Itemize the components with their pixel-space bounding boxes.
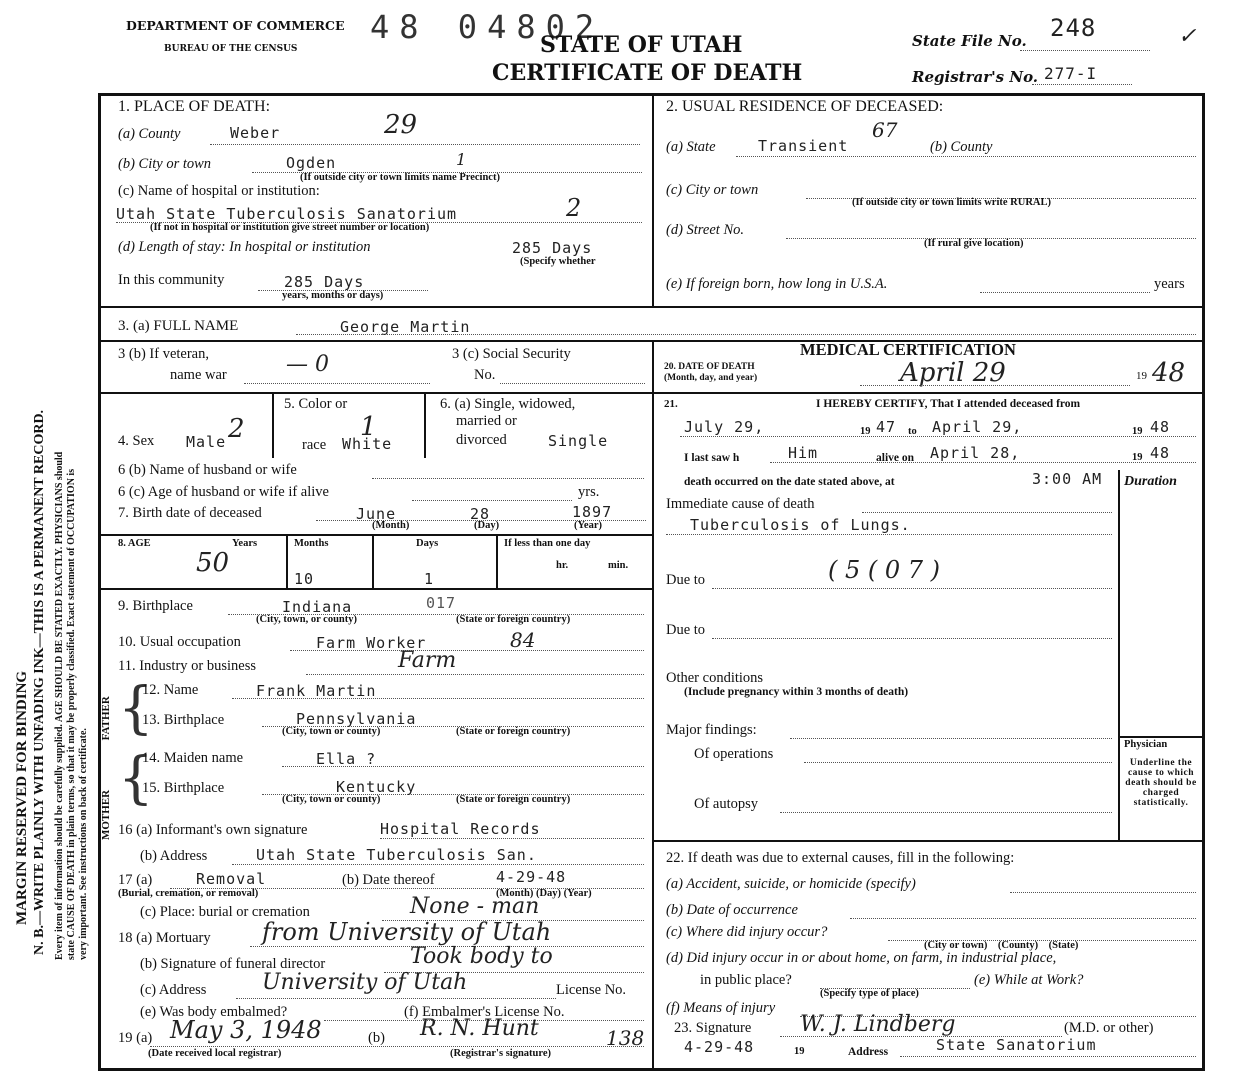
mortuary-value[interactable]: from University of Utah bbox=[262, 918, 552, 946]
external-e: (e) While at Work? bbox=[974, 972, 1084, 988]
attended-to[interactable]: April 29, bbox=[932, 418, 1023, 436]
cert-number: 21. bbox=[664, 398, 678, 410]
father-bp-note-1: (City, town or county) bbox=[282, 726, 381, 737]
father-birthplace-value[interactable]: Pennsylvania bbox=[296, 710, 417, 728]
county-value[interactable]: Weber bbox=[230, 124, 281, 142]
res-street-note: (If rural give location) bbox=[924, 238, 1024, 249]
attended-from[interactable]: July 29, bbox=[684, 418, 765, 436]
res-foreign-unit: years bbox=[1154, 276, 1185, 292]
external-c: (c) Where did injury occur? bbox=[666, 924, 828, 940]
hospital-code: 2 bbox=[566, 194, 582, 222]
res-city-label: (c) City or town bbox=[666, 182, 759, 198]
duration-label: Duration bbox=[1124, 474, 1177, 489]
from-prefix: 19 bbox=[860, 426, 871, 437]
parents-side-label: MOTHER FATHER bbox=[100, 696, 112, 840]
to-prefix: 19 bbox=[1132, 426, 1143, 437]
operations-label: Of operations bbox=[694, 746, 774, 762]
registrar-value: 277-I bbox=[1044, 64, 1098, 83]
external-f: (f) Means of injury bbox=[666, 1000, 776, 1016]
father-birthplace-label: 13. Birthplace bbox=[142, 712, 225, 728]
informant-label: 16 (a) Informant's own signature bbox=[118, 822, 308, 838]
full-name-value[interactable]: George Martin bbox=[340, 318, 471, 336]
disposal-date-label: (b) Date thereof bbox=[342, 872, 435, 888]
disposal-date-value[interactable]: 4-29-48 bbox=[496, 868, 567, 886]
date-of-death-label: 20. DATE OF DEATH bbox=[664, 362, 755, 372]
date-of-death-year: 48 bbox=[1152, 358, 1186, 388]
res-county-label: (b) County bbox=[930, 139, 993, 155]
md-label: (M.D. or other) bbox=[1064, 1020, 1154, 1036]
mother-birthplace-value[interactable]: Kentucky bbox=[336, 778, 417, 796]
margin-instruction-2: state CAUSE OF DEATH in plain terms, so that it may be properly classified. Exact statement of OCCUPATION is bbox=[66, 468, 77, 960]
hospital-label: (c) Name of hospital or institution: bbox=[118, 183, 320, 199]
res-state-code: 67 bbox=[872, 118, 898, 142]
due-to-1-value: ( 5 ( 0 7 ) bbox=[828, 556, 941, 584]
alive-label: alive on bbox=[876, 452, 915, 464]
sex-code: 2 bbox=[228, 414, 245, 444]
age-months-value[interactable]: 10 bbox=[294, 570, 315, 588]
bureau-label: BUREAU OF THE CENSUS bbox=[164, 44, 298, 54]
informant-value[interactable]: Hospital Records bbox=[380, 820, 541, 838]
signature-date-prefix: 19 bbox=[794, 1046, 805, 1057]
father-bp-note-2: (State or foreign country) bbox=[456, 726, 571, 737]
occupation-code: 84 bbox=[510, 628, 536, 652]
address-label: (c) Address bbox=[140, 982, 207, 998]
certificate-title: CERTIFICATE OF DEATH bbox=[492, 60, 803, 86]
city-note: (If outside city or town limits name Precinct) bbox=[300, 172, 500, 183]
margin-binding: MARGIN RESERVED FOR BINDING bbox=[14, 670, 30, 925]
age-days-value[interactable]: 1 bbox=[424, 570, 435, 588]
marital-label-2: married or bbox=[456, 413, 517, 429]
father-name-value[interactable]: Frank Martin bbox=[256, 682, 377, 700]
signature-address-value[interactable]: State Sanatorium bbox=[936, 1036, 1097, 1054]
immediate-cause-value[interactable]: Tuberculosis of Lungs. bbox=[690, 516, 911, 534]
signature-date[interactable]: 4-29-48 bbox=[684, 1038, 755, 1056]
age-years-label: Years bbox=[232, 538, 258, 549]
age-months-label: Months bbox=[294, 538, 329, 549]
birthplace-note-1: (City, town, or county) bbox=[256, 614, 358, 625]
mother-birthplace-label: 15. Birthplace bbox=[142, 780, 225, 796]
autopsy-label: Of autopsy bbox=[694, 796, 759, 812]
mortuary-label: 18 (a) Mortuary bbox=[118, 930, 211, 946]
external-b: (b) Date of occurrence bbox=[666, 902, 798, 918]
date-of-death-note: (Month, day, and year) bbox=[664, 373, 758, 383]
county-code: 29 bbox=[384, 110, 418, 140]
spouse-age-unit: yrs. bbox=[578, 484, 600, 500]
cert-text: I HEREBY CERTIFY, That I attended deceased from bbox=[816, 398, 1081, 410]
alive-value[interactable]: April 28, bbox=[930, 444, 1021, 462]
other-conditions-note: (Include pregnancy within 3 months of death) bbox=[684, 686, 909, 698]
margin-instruction-3: very important. See instructions on back of certificate. bbox=[78, 728, 89, 960]
city-label: (b) City or town bbox=[118, 156, 212, 172]
res-state-value[interactable]: Transient bbox=[758, 137, 849, 155]
informant-address-value[interactable]: Utah State Tuberculosis San. bbox=[256, 846, 537, 864]
external-c-note: (City or town) (County) (State) bbox=[924, 940, 1079, 951]
age-min-label: min. bbox=[608, 560, 629, 571]
mother-bp-note-2: (State or foreign country) bbox=[456, 794, 571, 805]
state-title: STATE OF UTAH bbox=[540, 32, 743, 58]
veteran-value: — 0 bbox=[286, 352, 329, 377]
address-value[interactable]: University of Utah bbox=[262, 970, 468, 995]
other-conditions-label: Other conditions bbox=[666, 670, 764, 686]
res-street-label: (d) Street No. bbox=[666, 222, 744, 238]
license-label: License No. bbox=[556, 982, 627, 998]
registrar-signature[interactable]: R. N. Hunt bbox=[420, 1016, 539, 1041]
mother-name-value[interactable]: Ella ? bbox=[316, 750, 377, 768]
residence-title: 2. USUAL RESIDENCE OF DECEASED: bbox=[666, 98, 944, 115]
stamp-number: 48 04802 bbox=[370, 8, 605, 46]
res-city-note: (If outside city or town limits write RURAL) bbox=[852, 197, 1051, 208]
stay-label: (d) Length of stay: In hospital or institution bbox=[118, 239, 371, 255]
community-note: years, months or days) bbox=[282, 290, 384, 301]
marital-label-3: divorced bbox=[456, 432, 507, 448]
date-of-death-prefix: 19 bbox=[1136, 370, 1147, 382]
to-label: to bbox=[908, 426, 917, 437]
age-hr-label: hr. bbox=[556, 560, 569, 571]
city-code: 1 bbox=[456, 150, 467, 169]
death-time[interactable]: 3:00 AM bbox=[1032, 470, 1103, 488]
full-name-label: 3. (a) FULL NAME bbox=[118, 318, 239, 334]
res-state-label: (a) State bbox=[666, 139, 716, 155]
age-days-label: Days bbox=[416, 538, 439, 549]
registration-note-1: (Date received local registrar) bbox=[148, 1048, 282, 1059]
birthplace-value[interactable]: Indiana bbox=[282, 598, 353, 616]
external-a: (a) Accident, suicide, or homicide (specify) bbox=[666, 876, 916, 892]
external-title: 22. If death was due to external causes, fill in the following: bbox=[666, 850, 1015, 866]
embalmer-label: (f) Embalmer's License No. bbox=[404, 1004, 565, 1020]
alive-year: 48 bbox=[1150, 444, 1171, 462]
industry-value[interactable]: Farm bbox=[398, 648, 457, 673]
signature-label: 23. Signature bbox=[674, 1020, 752, 1036]
margin-notice: N. B.—WRITE PLAINLY WITH UNFADING INK—THIS IS A PERMANENT RECORD. bbox=[32, 409, 47, 955]
due-to-2-label: Due to bbox=[666, 622, 706, 638]
birthplace-label: 9. Birthplace bbox=[118, 598, 193, 614]
race-code: 1 bbox=[360, 412, 377, 442]
birthplace-code: 017 bbox=[426, 594, 457, 612]
race-value[interactable]: White bbox=[342, 435, 393, 453]
community-label: In this community bbox=[118, 272, 225, 288]
from-year: 47 bbox=[876, 418, 897, 436]
due-to-1-label: Due to bbox=[666, 572, 706, 588]
stay-note: (Specify whether bbox=[520, 256, 596, 267]
birth-date-label: 7. Birth date of deceased bbox=[118, 505, 262, 521]
medical-title: MEDICAL CERTIFICATION bbox=[800, 340, 1016, 359]
age-years-value[interactable]: 50 bbox=[196, 548, 230, 578]
age-lessday-label: If less than one day bbox=[504, 538, 591, 549]
burial-place-label: (c) Place: burial or cremation bbox=[140, 904, 310, 920]
registrar-code: 138 bbox=[606, 1026, 645, 1050]
birth-month-note: (Month) bbox=[372, 520, 410, 531]
birth-day-note: (Day) bbox=[474, 520, 500, 531]
last-saw-value[interactable]: Him bbox=[788, 444, 819, 462]
age-label: 8. AGE bbox=[118, 538, 151, 549]
immediate-cause-label: Immediate cause of death bbox=[666, 496, 815, 512]
state-file-label: State File No. bbox=[912, 32, 1027, 50]
director-label: (b) Signature of funeral director bbox=[140, 956, 326, 972]
burial-place-value[interactable]: None - man bbox=[410, 894, 540, 919]
alive-prefix: 19 bbox=[1132, 452, 1143, 463]
last-saw-label: I last saw h bbox=[684, 452, 740, 464]
state-file-value: 248 bbox=[1050, 14, 1097, 42]
check-mark: ✓ bbox=[1178, 24, 1197, 49]
hospital-note: (If not in hospital or institution give street number or location) bbox=[150, 222, 430, 233]
spouse-name-label: 6 (b) Name of husband or wife bbox=[118, 462, 297, 478]
father-name-label: 12. Name bbox=[142, 682, 199, 698]
race-label: race bbox=[302, 437, 327, 453]
ss-no-label: No. bbox=[474, 367, 496, 383]
physician-box-title: Physician bbox=[1124, 739, 1168, 750]
major-findings-label: Major findings: bbox=[666, 722, 757, 738]
date-of-death-value[interactable]: April 29 bbox=[900, 358, 1006, 388]
registration-label: 19 (a) bbox=[118, 1030, 153, 1046]
hospital-value[interactable]: Utah State Tuberculosis Sanatorium bbox=[116, 205, 458, 223]
county-label: (a) County bbox=[118, 126, 181, 142]
disposal-date-note: (Month) (Day) (Year) bbox=[496, 888, 592, 899]
birth-year-note: (Year) bbox=[574, 520, 602, 531]
signature-address-label: Address bbox=[848, 1046, 889, 1058]
stay-value[interactable]: 285 Days bbox=[512, 239, 593, 257]
embalmed-label: (e) Was body embalmed? bbox=[140, 1004, 288, 1020]
to-year: 48 bbox=[1150, 418, 1171, 436]
occupation-value[interactable]: Farm Worker bbox=[316, 634, 427, 652]
res-foreign-label: (e) If foreign born, how long in U.S.A. bbox=[666, 276, 888, 292]
death-occurred-label: death occurred on the date stated above, at bbox=[684, 476, 895, 488]
mother-name-label: 14. Maiden name bbox=[142, 750, 244, 766]
mother-bp-note-1: (City, town or county) bbox=[282, 794, 381, 805]
veteran-war-label: name war bbox=[170, 367, 227, 383]
birth-day[interactable]: 28 bbox=[470, 505, 491, 523]
physician-box-text: Underline the cause to which death should be charged statistically. bbox=[1125, 758, 1197, 808]
birthplace-note-2: (State or foreign country) bbox=[456, 614, 571, 625]
birth-year[interactable]: 1897 bbox=[572, 503, 613, 521]
physician-signature[interactable]: W. J. Lindberg bbox=[800, 1012, 956, 1037]
city-value[interactable]: Ogden bbox=[286, 154, 337, 172]
registration-date[interactable]: May 3, 1948 bbox=[170, 1016, 322, 1044]
birth-month[interactable]: June bbox=[356, 505, 397, 523]
color-label: 5. Color or bbox=[284, 396, 348, 412]
industry-label: 11. Industry or business bbox=[118, 658, 257, 674]
place-of-death-title: 1. PLACE OF DEATH: bbox=[118, 98, 271, 115]
margin-instruction-1: Every item of information should be carefully supplied. AGE SHOULD BE STATED EXACTLY. PHYSICIANS should bbox=[54, 451, 65, 960]
registrar-label: Registrar's No. bbox=[912, 68, 1039, 86]
registration-note-2: (Registrar's signature) bbox=[450, 1048, 551, 1059]
sex-value[interactable]: Male bbox=[186, 433, 227, 451]
marital-value[interactable]: Single bbox=[548, 432, 609, 450]
external-d1: (d) Did injury occur in or about home, on farm, in industrial place, bbox=[666, 950, 1057, 966]
disposal-label: 17 (a) bbox=[118, 872, 153, 888]
registration-b: (b) bbox=[368, 1030, 385, 1046]
external-d-note: (Specify type of place) bbox=[820, 988, 919, 999]
director-value[interactable]: Took body to bbox=[410, 944, 553, 969]
disposal-note: (Burial, cremation, or removal) bbox=[118, 888, 259, 899]
department-label: DEPARTMENT OF COMMERCE bbox=[126, 18, 345, 33]
veteran-label: 3 (b) If veteran, bbox=[118, 346, 209, 362]
ss-label: 3 (c) Social Security bbox=[452, 346, 571, 362]
external-d2: in public place? bbox=[700, 972, 792, 988]
disposal-value[interactable]: Removal bbox=[196, 870, 267, 888]
informant-address-label: (b) Address bbox=[140, 848, 208, 864]
sex-label: 4. Sex bbox=[118, 433, 155, 449]
marital-label-1: 6. (a) Single, widowed, bbox=[440, 396, 576, 412]
community-value[interactable]: 285 Days bbox=[284, 273, 365, 291]
occupation-label: 10. Usual occupation bbox=[118, 634, 241, 650]
spouse-age-label: 6 (c) Age of husband or wife if alive bbox=[118, 484, 329, 500]
